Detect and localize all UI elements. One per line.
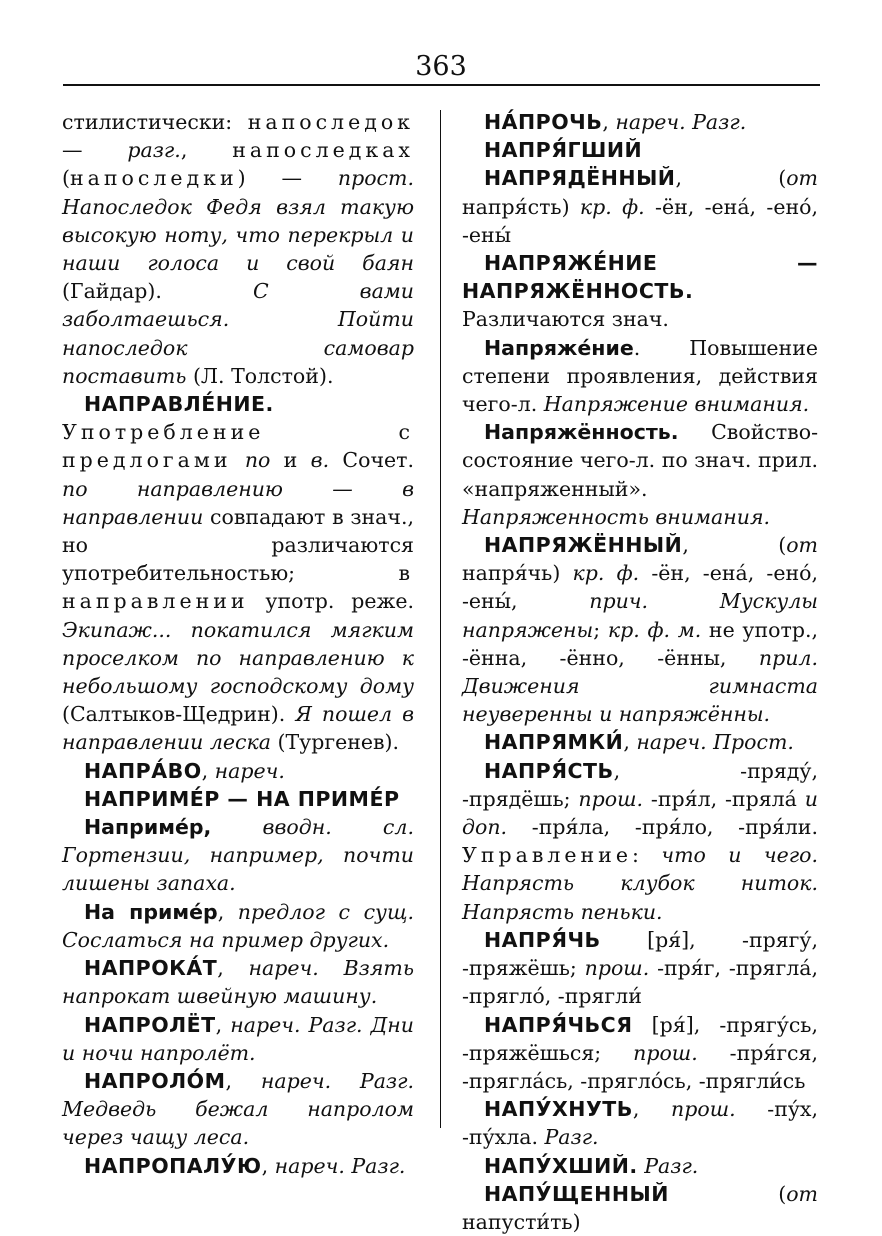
entry-italic-text: нареч. Разг. <box>615 110 747 134</box>
entry-italic-text: прил. Движения гимнаста неуверенны и напряжённы. <box>462 645 818 727</box>
dictionary-entry <box>62 1067 414 1152</box>
entry-text: напря́сть) <box>462 194 580 219</box>
entry-headword: НАПРОКА́Т <box>84 956 218 981</box>
dictionary-entry <box>462 136 818 164</box>
entry-text: (Салтыков-Щедрин). <box>62 702 296 727</box>
entry-italic-text: прош. <box>671 1097 736 1122</box>
entry-text: , <box>215 1012 231 1037</box>
entry-text: , <box>217 899 238 924</box>
entry-italic-text: в. <box>310 448 330 473</box>
dictionary-entry <box>62 757 414 785</box>
entry-text: , <box>180 138 233 163</box>
entry-text: Сочет. <box>329 448 414 473</box>
entry-italic-text: от <box>786 166 818 191</box>
entry-text: -пря́л, -пряла́ <box>643 786 805 811</box>
entry-headword: НАПРЯ́ЧЬ <box>484 927 601 952</box>
entry-spaced-text: напоследки <box>70 166 238 191</box>
entry-text: , <box>632 1097 672 1122</box>
entry-italic-text: Напряженность внимания. <box>462 504 771 529</box>
entry-headword: НАПРАВЛЕ́НИЕ. <box>84 392 274 417</box>
dictionary-entry <box>462 164 818 249</box>
dictionary-entry <box>462 1180 818 1236</box>
entry-headword: НАПРЯ́ГШИЙ <box>484 138 643 163</box>
entry-headword: НАПРЯ́ЧЬСЯ <box>484 1012 633 1037</box>
entry-headword: НАПРЯМКИ́ <box>484 730 624 755</box>
entry-spaced-text: Управление <box>462 843 632 868</box>
entry-text: , ( <box>682 533 787 558</box>
entry-italic-text: прош. <box>584 956 650 981</box>
entry-italic-text: предлог с сущ. Сослаться на пример других. <box>62 899 414 952</box>
entry-text <box>231 448 244 472</box>
entry-headword: НАПУ́ХШИЙ. <box>484 1153 638 1178</box>
entry-headword: НАПУ́ХНУТЬ <box>484 1097 633 1122</box>
dictionary-entry <box>462 926 818 1011</box>
entry-italic-text: нареч. Взять напрокат швейную машину. <box>62 956 414 1009</box>
entry-italic-text: Экипаж... покатился мягким проселком по направлению к небольшому господскому дому <box>62 617 414 699</box>
entry-italic-text: прош. <box>633 1040 698 1065</box>
entry-italic-text: Напряжение внимания. <box>543 392 810 417</box>
entry-text: -ён, -ена́, -ено́, -ены́, <box>462 561 818 614</box>
entry-headword: НАПРОПАЛУ́Ю <box>84 1153 262 1178</box>
entry-text: ( <box>668 1181 787 1206</box>
entry-text: ( <box>62 166 70 191</box>
dictionary-entry <box>62 785 414 813</box>
entry-headword: НАПРОЛЁТ <box>84 1012 216 1037</box>
entry-italic-text: вводн. сл. Гортензии, например, почти лишены запаха. <box>62 815 414 896</box>
entry-text: -пря́гся, -прягла́сь, -прягло́сь, -прягли́сь <box>462 1040 818 1093</box>
entry-text: -пря́г, -прягла́, -прягло́, -прягли́ <box>462 956 818 1009</box>
dictionary-entry <box>62 898 414 954</box>
entry-subheadword: На приме́р <box>84 899 218 924</box>
left-column <box>62 108 414 1180</box>
entry-text: стилистически: <box>62 110 248 134</box>
dictionary-entry <box>462 418 818 531</box>
entry-italic-text: кр. ф. м. <box>607 617 702 642</box>
entry-text: (Тургенев). <box>270 730 400 755</box>
entry-continuation <box>62 108 414 390</box>
entry-text: , <box>201 758 215 783</box>
entry-italic-text: Я пошел в направлении леска <box>62 702 415 755</box>
entry-italic-text: разг. <box>127 138 181 163</box>
entry-text: , <box>217 956 249 981</box>
entry-text: — <box>62 138 128 163</box>
entry-spaced-text: Употребление с предлогами <box>62 420 414 473</box>
dictionary-entry <box>62 813 414 898</box>
entry-text: : <box>631 843 662 868</box>
entry-headword: НАПРИМЕ́Р — НА ПРИМЕ́Р <box>84 786 400 811</box>
entry-subheadword: Наприме́р, <box>84 815 212 840</box>
entry-text: -пу́х, -пу́хла. <box>462 1097 818 1150</box>
entry-italic-text: от <box>786 1181 818 1206</box>
dictionary-entry <box>462 1095 818 1151</box>
dictionary-entry <box>462 334 818 419</box>
entry-text: , -пряду́, -прядёшь; <box>462 758 818 811</box>
entry-italic-text: нареч. Разг. Дни и ночи напролёт. <box>62 1012 414 1065</box>
dictionary-entry <box>462 249 818 334</box>
entry-subheadword: Напряжённость. <box>484 420 679 445</box>
dictionary-entry <box>462 531 818 728</box>
dictionary-entry <box>462 728 818 756</box>
entry-italic-text: Разг. <box>644 1153 699 1178</box>
entry-spaced-text: напоследок <box>247 110 414 134</box>
entry-headword: НАПУ́ЩЕННЫЙ <box>484 1181 669 1206</box>
entry-italic-text: С вами заболтаешься. Пойти напоследок самовар поставить <box>62 279 414 388</box>
entry-text: , <box>602 110 616 134</box>
entry-subheadword: Напряже́ние <box>484 335 634 360</box>
entry-spaced-text: напоследках <box>232 138 414 163</box>
entry-italic-text: прич. Мускулы напряжены <box>462 589 819 642</box>
entry-text: [ря́], -прягу́, -пряжёшь; <box>462 927 818 981</box>
dictionary-entry <box>62 1011 414 1067</box>
entry-headword: НА́ПРОЧЬ <box>484 110 603 134</box>
dictionary-entry <box>462 757 818 926</box>
entry-text: , ( <box>675 166 787 191</box>
entry-italic-text: прост. Напоследок Федя взял такую высокую ноту, что перекрыл и наши голоса и свой баян <box>62 166 414 276</box>
entry-text: напусти́ть) <box>462 1209 581 1234</box>
entry-text: ) — <box>237 166 338 191</box>
dictionary-entry <box>462 108 818 136</box>
entry-text: совпадают в знач., но различаются употребительностью; <box>62 504 414 586</box>
entry-italic-text: по направлению — в направлении <box>62 476 414 529</box>
entry-italic-text: от <box>786 533 818 558</box>
entry-text: и <box>270 448 311 473</box>
entry-text: ; <box>593 617 608 642</box>
entry-italic-text: нареч. Разг. Медведь бежал напролом через чащу леса. <box>62 1068 414 1150</box>
entry-text: [ря́], -прягу́сь, -пряжёшься; <box>462 1012 818 1065</box>
entry-headword: НАПРОЛО́М <box>84 1068 226 1093</box>
entry-italic-text: нареч. <box>214 758 285 783</box>
entry-italic-text: что и чего. Напрясть клубок ниток. Напрясть пеньки. <box>462 843 818 924</box>
entry-text: не употр., -ённа, -ённо, -ённы, <box>462 617 818 670</box>
entry-text: , <box>623 730 637 755</box>
dictionary-entry <box>62 954 414 1010</box>
entry-text: , <box>225 1068 261 1093</box>
dictionary-entry <box>462 1152 818 1180</box>
entry-spaced-text: в направлении <box>62 561 414 614</box>
right-column <box>462 108 818 1236</box>
entry-text: Различаются знач. <box>462 307 669 332</box>
entry-text <box>211 815 262 839</box>
entry-headword: НАПРЯ́СТЬ <box>484 758 614 783</box>
entry-headword: НАПРЯЖЕ́НИЕ — НАПРЯЖЁННОСТЬ. <box>462 251 818 304</box>
entry-text: (Л. Толстой). <box>186 363 334 388</box>
entry-headword: НАПРА́ВО <box>84 758 202 783</box>
entry-italic-text: кр. ф. <box>579 194 645 219</box>
entry-text: . Повышение степени проявления, действия чего-л. <box>462 335 818 417</box>
entry-text: -ён, -ена́, -ено́, -ены́ <box>462 194 818 247</box>
entry-italic-text: нареч. Разг. <box>274 1153 406 1178</box>
entry-text: , <box>261 1153 275 1178</box>
entry-italic-text: Разг. <box>544 1125 599 1150</box>
dictionary-entry <box>62 390 414 757</box>
dictionary-entry <box>462 1011 818 1096</box>
entry-text: Свойство-состояние чего-л. по знач. прил. «напряженный». <box>462 420 818 501</box>
page-number: 363 <box>415 51 467 82</box>
entry-text: (Гайдар). <box>62 279 253 304</box>
entry-headword: НАПРЯЖЁННЫЙ <box>484 533 683 558</box>
entry-italic-text: кр. ф. <box>572 561 640 586</box>
entry-italic-text: и доп. <box>462 786 818 840</box>
column-divider <box>440 110 441 1128</box>
entry-italic-text: нареч. Прост. <box>636 730 794 755</box>
entry-text: употр. реже. <box>248 589 414 614</box>
dictionary-entry <box>62 1152 414 1180</box>
entry-text: напря́чь) <box>462 561 573 586</box>
entry-headword: НАПРЯДЁННЫЙ <box>484 166 676 191</box>
header-rule <box>63 84 820 86</box>
entry-text: -пря́ла, -пря́ло, -пря́ли. <box>507 815 818 840</box>
entry-italic-text: прош. <box>578 786 644 811</box>
entry-italic-text: по <box>244 448 271 473</box>
